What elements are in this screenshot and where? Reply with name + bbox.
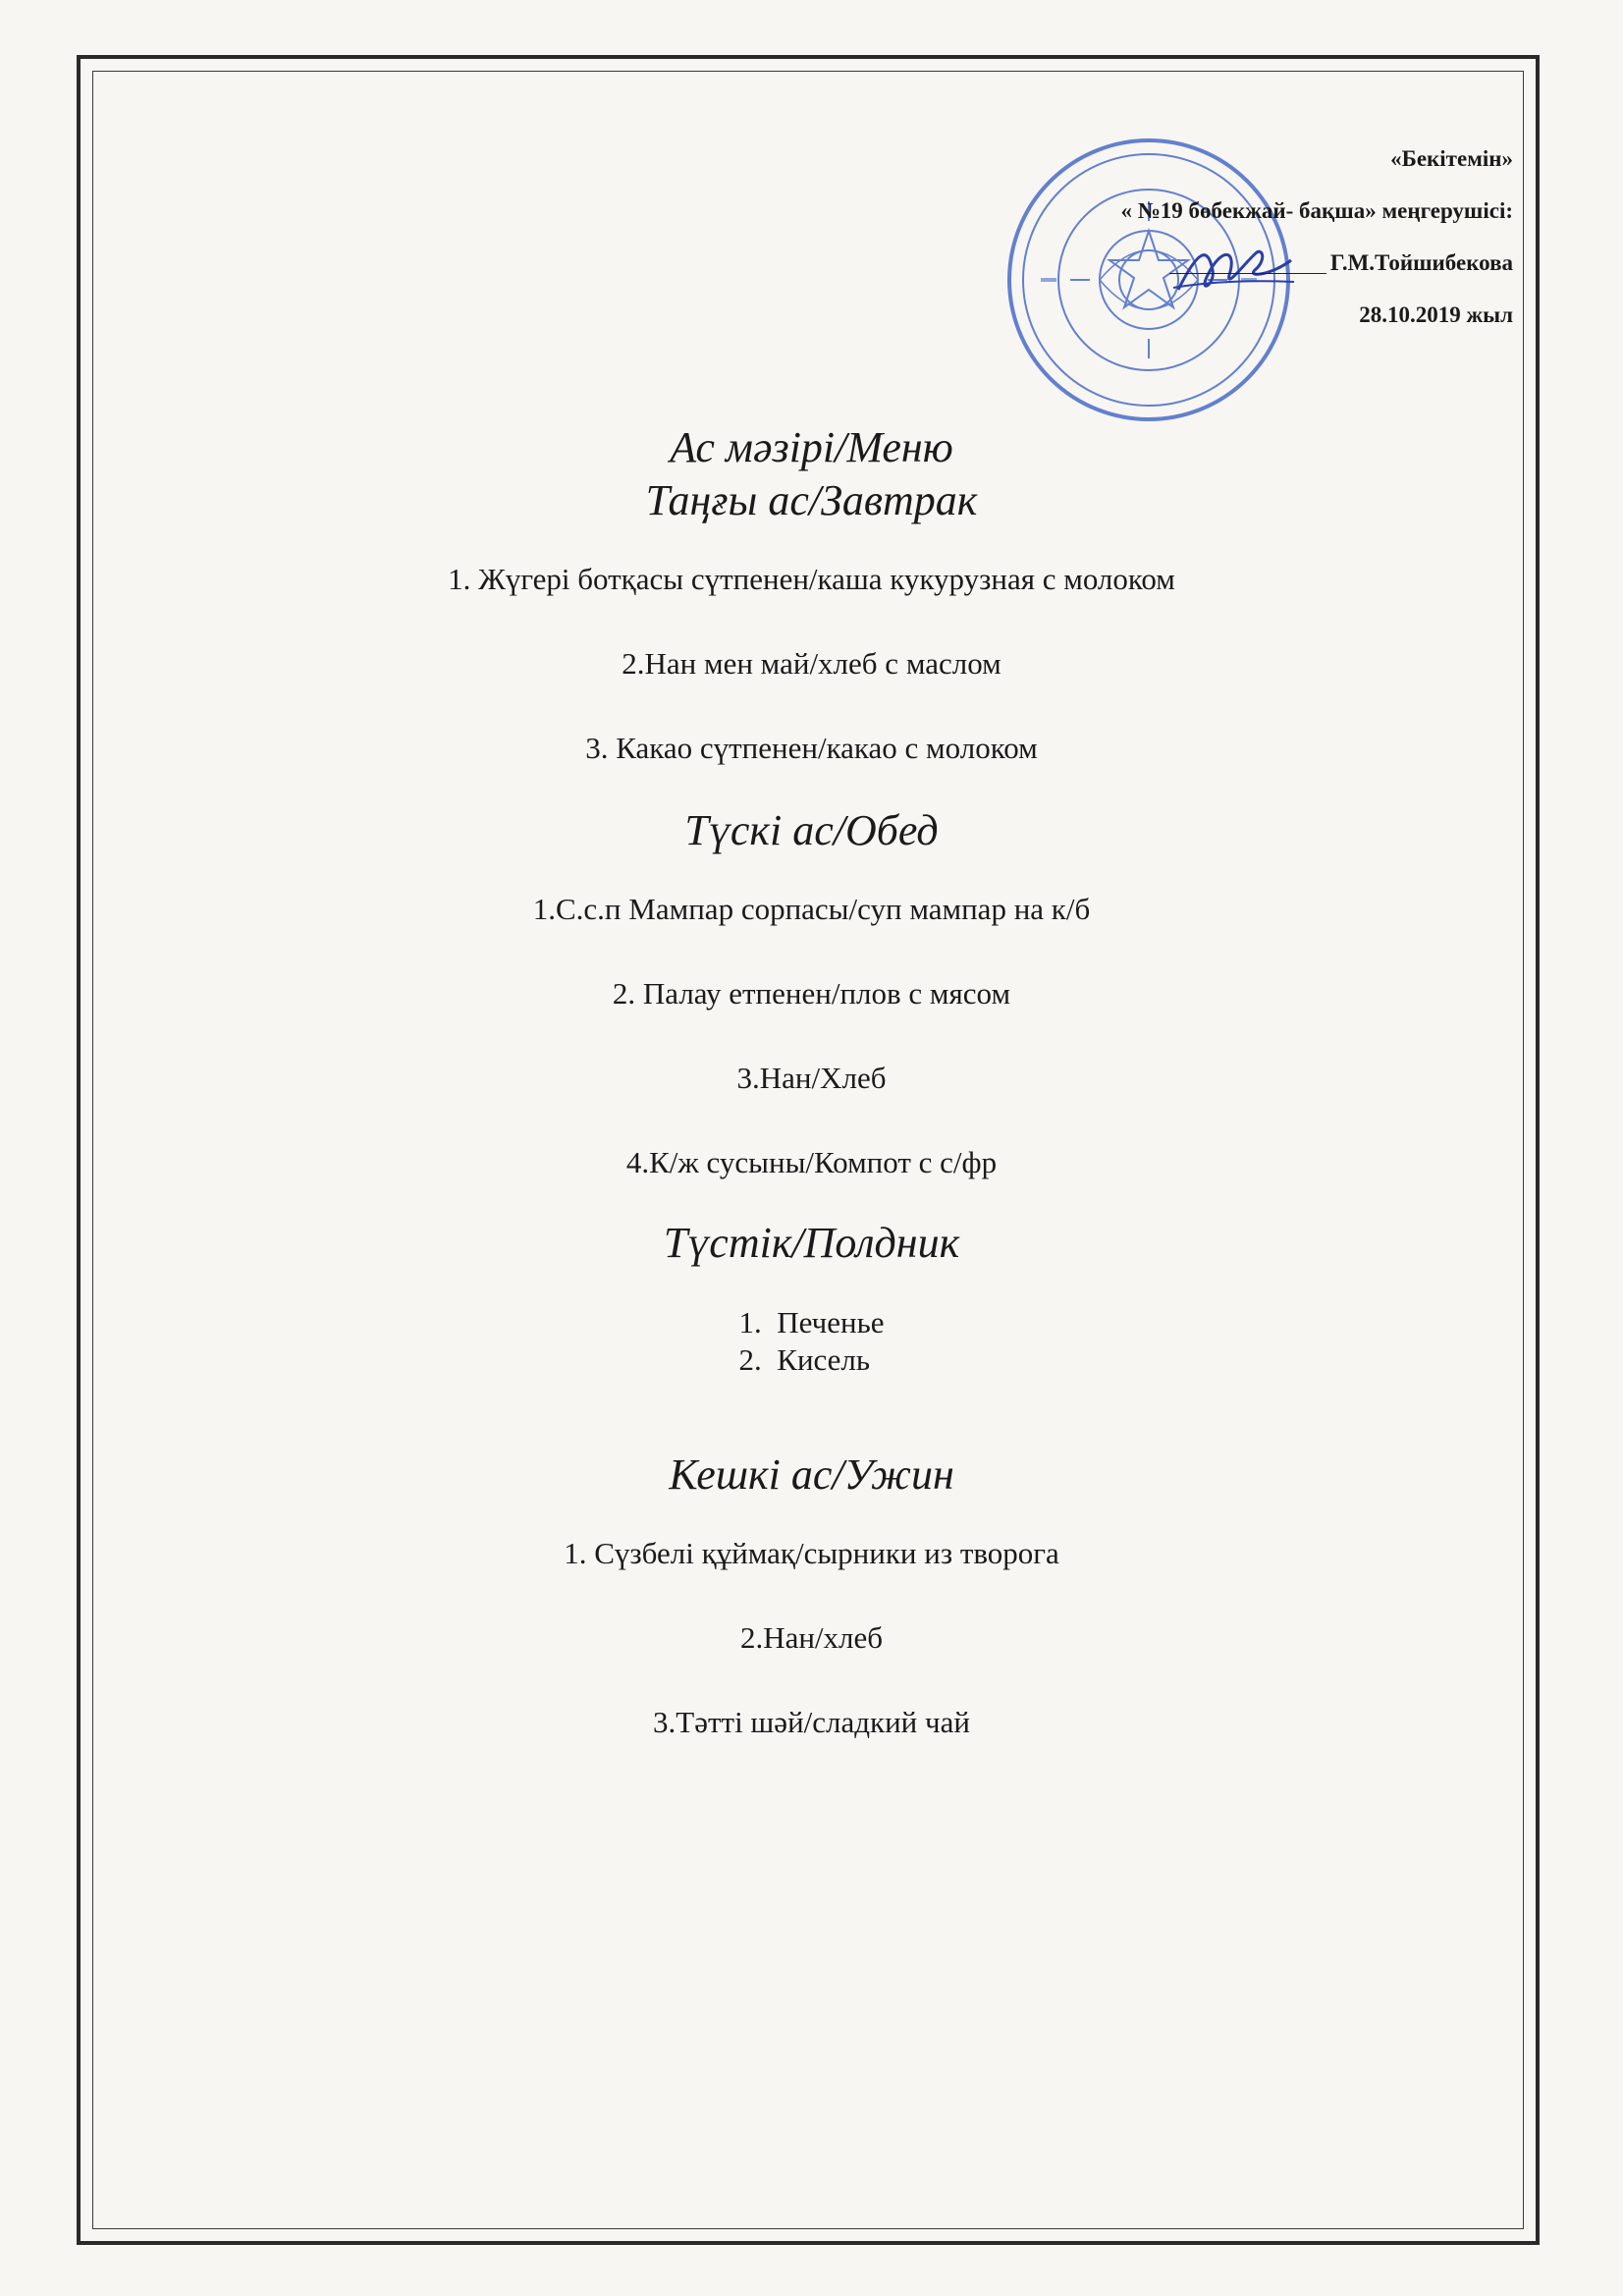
snack-item-1: 1. Печенье [738,1305,885,1339]
menu-title: Ас мәзірі/Меню [670,423,953,471]
signature-line [1169,273,1326,274]
dinner-item-2: 2.Нан/хлеб [739,1620,884,1655]
approval-name-line [1120,251,1513,274]
lunch-item-3: 3.Нан/Хлеб [736,1061,887,1095]
dinner-title: Кешкі ас/Ужин [669,1450,954,1499]
dinner-item-1: 1. Сүзбелі құймақ/сырники из творога [564,1536,1059,1570]
approval-head-line: « №19 бөбекжай- бақша» меңгерушісі: [1120,198,1513,223]
breakfast-item-3: 3. Какао сүтпенен/какао с молоком [585,731,1038,765]
breakfast-item-2: 2.Нан мен май/хлеб с маслом [622,646,1001,681]
snack-title: Түстік/Полдник [663,1219,960,1267]
approval-block [1120,147,1513,355]
breakfast-item-1: 1. Жүгері ботқасы сүтпенен/каша кукурузная с молоком [448,562,1175,596]
lunch-item-4: 4.К/ж сусыны/Компот с с/фр [625,1145,998,1179]
snack-list [739,1304,885,1379]
menu-content [98,422,1525,1740]
lunch-title: Түскі ас/Обед [684,806,939,854]
approval-date: 28.10.2019 жыл [1359,302,1513,327]
approval-title: «Бекітемін» [1390,146,1513,171]
dinner-item-3: 3.Тәтті шәй/сладкий чай [653,1705,970,1739]
snack-item-2: 2. Кисель [738,1342,871,1377]
approval-name: Г.М.Тойшибекова [1329,250,1513,275]
lunch-item-1: 1.С.с.п Мампар сорпасы/суп мампар на к/б [532,892,1091,926]
breakfast-title: Таңғы ас/Завтрак [645,476,978,524]
lunch-item-2: 2. Палау етпенен/плов с мясом [612,976,1011,1011]
